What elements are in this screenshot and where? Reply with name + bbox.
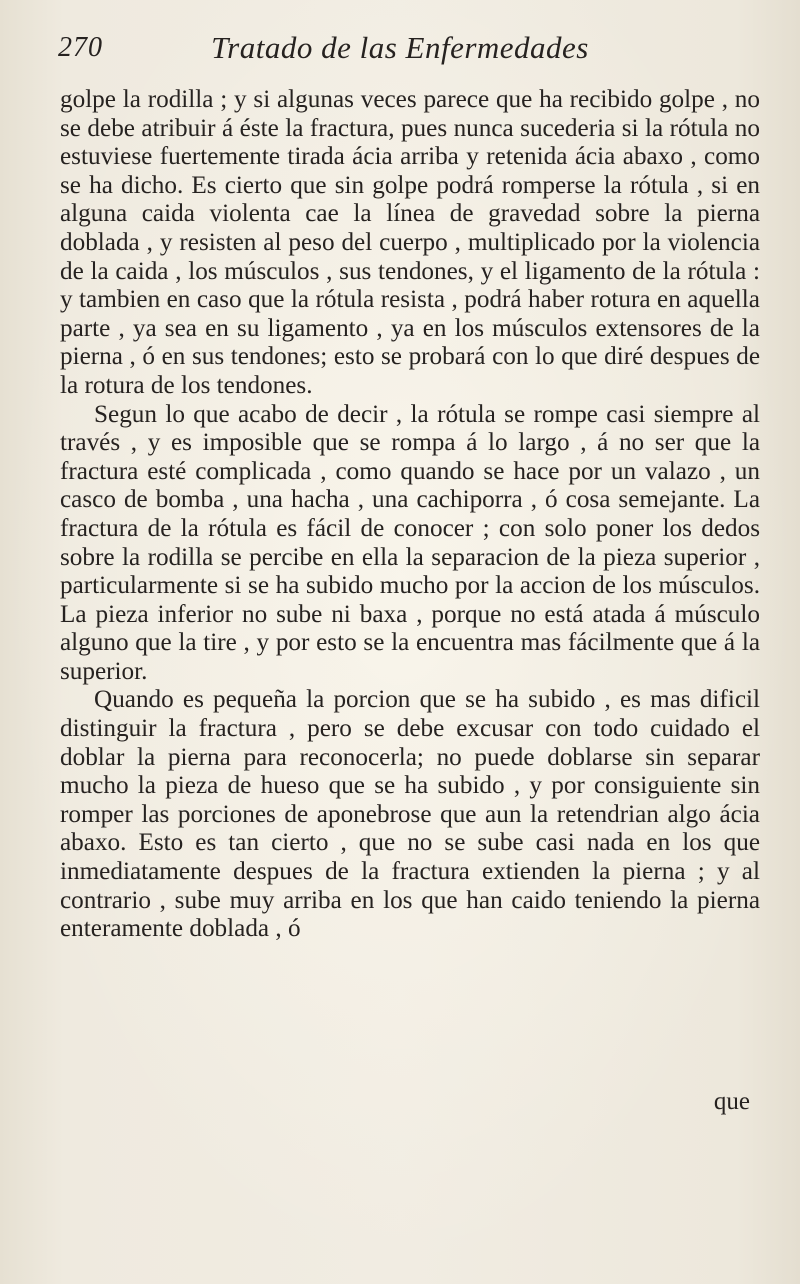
running-head — [40, 24, 760, 74]
paragraph-small-portion: Quando es pequeña la porcion que se ha subido , es mas dificil distinguir la fractura , pero se debe excusar con todo cuidado el doblar la pierna para reconocerla; no puede doblarse sin separar mucho la pieza de hueso que se ha subido , y por consiguiente sin romper las porciones de aponebrose que aun la retendrian algo ácia abaxo. Esto es tan cierto , que no se sube casi nada en los que inmediatamente despues de la fractura extienden la pierna ; y al contrario , sube muy arriba en los que han caido teniendo la pierna enteramente doblada , ó — [60, 686, 760, 943]
body-text — [60, 86, 760, 944]
catchword: que — [713, 1088, 750, 1115]
paragraph-continued: golpe la rodilla ; y si algunas veces parece que ha recibido golpe , no se debe atribuir á éste la fractura, pues nunca sucederia si la rótula no estuviese fuertemente tirada ácia arriba y retenida ácia abaxo , como se ha dicho. Es cierto que sin golpe podrá romperse la rótula , si en alguna caida violenta cae la línea de gravedad sobre la pierna doblada , y resisten al peso del cuerpo , multiplicado por la violencia de la caida , los músculos , sus tendones, y el ligamento de la rótula : y tambien en caso que la rótula resista , podrá haber rotura en aquella parte , ya sea en su ligamento , ya en los músculos extensores de la pierna , ó en sus tendones; esto se probará con lo que diré despues de la rotura de los tendones. — [60, 86, 760, 399]
page-number: 270 — [58, 32, 103, 63]
paragraph-fracture-direction: Segun lo que acabo de decir , la rótula se rompe casi siempre al través , y es imposible que se rompa á lo largo , á no ser que la fractura esté complicada , como quando se hace por un valazo , un casco de bomba , una hacha , una cachiporra , ó cosa semejante. La fractura de la rótula es fácil de conocer ; con solo poner los dedos sobre la rodilla se percibe en ella la separacion de la pieza superior , particularmente si se ha subido mucho por la accion de los músculos. La pieza inferior no sube ni baxa , porque no está atada á músculo alguno que la tire , y por esto se la encuentra mas fácilmente que á la superior. — [60, 400, 760, 685]
running-title: Tratado de las Enfermedades — [211, 30, 589, 65]
